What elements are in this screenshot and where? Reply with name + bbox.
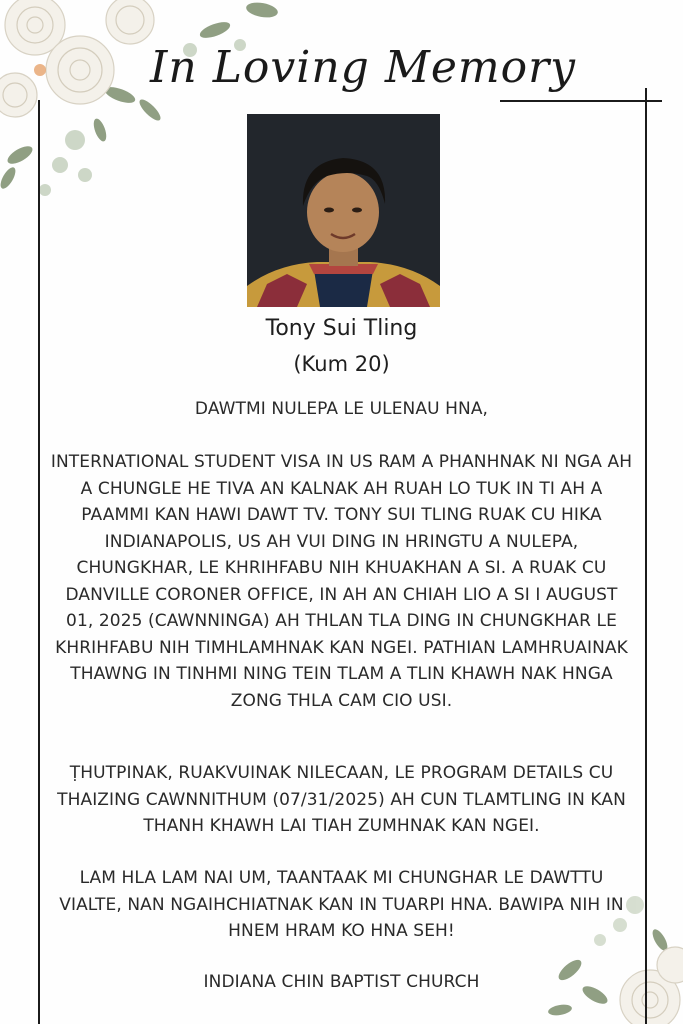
frame-right-border [645, 88, 647, 1024]
program-details-paragraph: ṬHUTPINAK, RUAKVUINAK NILECAAN, LE PROGRAM DETAILS CU THAIZING CAWNNITHUM (07/31/2025) AH CUN TLAMTLING IN KAN THANH KHAWH LAI TIAH ZUMHNAK KAN NGEI. [57, 763, 626, 836]
announcement-paragraph: INTERNATIONAL STUDENT VISA IN US RAM A PHANHNAK NI NGA AH A CHUNGLE HE TIVA AN KALNAK AH RUAH LO TUK IN TI AH A PAAMMI KAN HAWI DAWT TV. TONY SUI TLING RUAK CU HIKA INDIANAPOLIS, US AH VUI DING IN HRINGTU A NULEPA, CHUNGKHAR, LE KHRIHFABU NIH KHUAKHAN A SI. A RUAK CU DANVILLE CORONER OFFICE, IN AH AN CHIAH LIO A SI I AUGUST 01, 2025 (CAWNNINGA) AH THLAN TLA DING IN CHUNGKHAR LE KHRIHFABU NIH TIMHLAMHNAK KAN NGEI. PATHIAN LAMHRUAINAK THAWNG IN TINHMI NING TEIN TLAM A TLIN KHAWH NAK HNGA ZONG THLA CAM CIO USI. [50, 452, 633, 711]
page-title: In Loving Memory [150, 42, 577, 93]
deceased-age: (Kum 20) [293, 352, 390, 376]
church-signature: INDIANA CHIN BAPTIST CHURCH [203, 972, 480, 992]
frame-left-border [38, 100, 40, 1024]
condolence-paragraph: LAM HLA LAM NAI UM, TAANTAAK MI CHUNGHAR LE DAWTTU VIALTE, NAN NGAIHCHIATNAK KAN IN TUARPI HNA. BAWIPA NIH IN HNEM HRAM KO HNA SEH! [59, 868, 624, 941]
frame-top-border [500, 100, 662, 102]
deceased-name: Tony Sui Tling [265, 316, 418, 341]
portrait-photo [247, 114, 440, 307]
greeting-text: DAWTMI NULEPA LE ULENAU HNA, [194, 399, 489, 419]
